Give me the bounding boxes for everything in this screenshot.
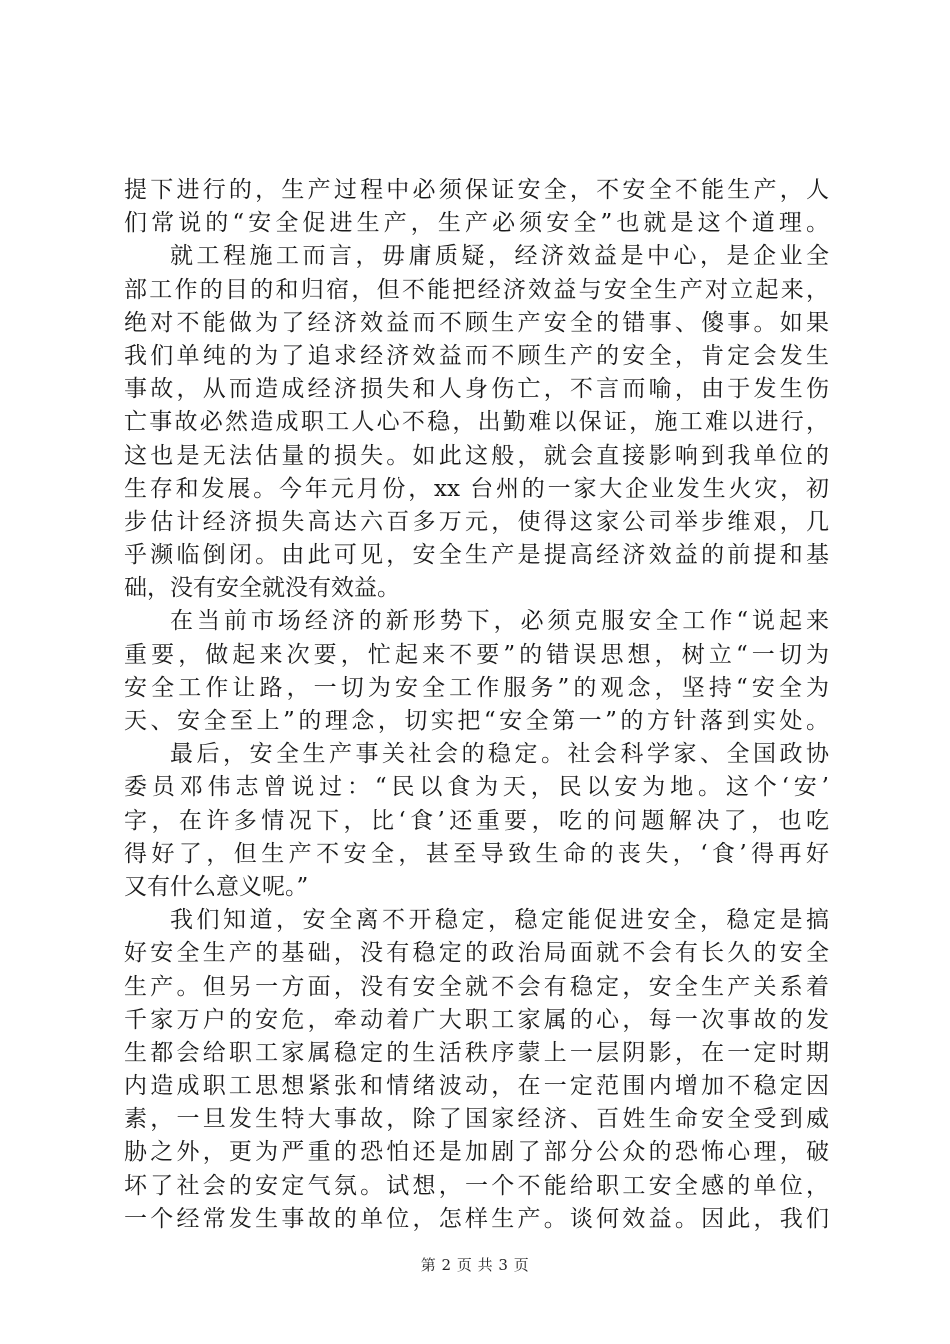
text-line: 又有什么意义呢。” (124, 873, 309, 900)
text-line: 最后，安全生产事关社会的稳定。社会科学家、全国政协 (170, 741, 829, 768)
text-line: 重要，做起来次要，忙起来不要”的错误思想，树立“一切为 (124, 641, 829, 668)
text-line: 础，没有安全就没有效益。 (124, 575, 400, 602)
text-line: 天、安全至上”的理念，切实把“安全第一”的方针落到实处。 (124, 708, 829, 734)
text-line: 好安全生产的基础，没有稳定的政治局面就不会有长久的安全 (124, 940, 829, 967)
text-line: 这也是无法估量的损失。如此这般，就会直接影响到我单位的 (124, 442, 829, 469)
text-line: 字，在许多情况下，比‘食’还重要，吃的问题解决了，也吃 (124, 807, 829, 834)
text-line: 胁之外，更为严重的恐怕还是加剧了部分公众的恐怖心理，破 (124, 1139, 829, 1166)
text-line: 千家万户的安危，牵动着广大职工家属的心，每一次事故的发 (124, 1006, 829, 1033)
text-line: 安全工作让路，一切为安全工作服务”的观念，坚持“安全为 (124, 674, 829, 701)
text-line: 坏了社会的安定气氛。试想，一个不能给职工安全感的单位， (124, 1172, 829, 1199)
page-footer: 第 2 页 共 3 页 (420, 1256, 530, 1274)
text-line: 我们单纯的为了追求经济效益而不顾生产的安全，肯定会发生 (124, 342, 829, 369)
text-line: 就工程施工而言，毋庸质疑，经济效益是中心，是企业全 (170, 243, 829, 270)
text-line: 乎濒临倒闭。由此可见，安全生产是提高经济效益的前提和基 (124, 542, 829, 569)
text-line: 得好了，但生产不安全，甚至导致生命的丧失，‘食’得再好 (124, 840, 829, 867)
text-line: 生存和发展。今年元月份，xx 台州的一家大企业发生火灾，初 (124, 475, 829, 502)
text-line: 一个经常发生事故的单位，怎样生产。谈何效益。因此，我们 (124, 1205, 829, 1232)
text-line: 我们知道，安全离不开稳定，稳定能促进安全，稳定是搞 (170, 907, 829, 934)
text-line: 步估计经济损失高达六百多万元，使得这家公司举步维艰，几 (124, 508, 829, 535)
text-line: 生产。但另一方面，没有安全就不会有稳定，安全生产关系着 (124, 973, 829, 1000)
text-line: 委员邓伟志曾说过：“民以食为天，民以安为地。这个‘安’ (124, 774, 829, 801)
text-line: 部工作的目的和归宿，但不能把经济效益与安全生产对立起来， (124, 276, 829, 303)
text-line: 内造成职工思想紧张和情绪波动，在一定范围内增加不稳定因 (124, 1073, 829, 1100)
text-line: 事故，从而造成经济损失和人身伤亡，不言而喻，由于发生伤 (124, 376, 829, 403)
text-line: 生都会给职工家属稳定的生活秩序蒙上一层阴影，在一定时期 (124, 1039, 829, 1066)
text-line: 们常说的“安全促进生产，生产必须安全”也就是这个道理。 (124, 210, 829, 237)
text-line: 在当前市场经济的新形势下，必须克服安全工作“说起来 (170, 608, 829, 635)
text-line: 绝对不能做为了经济效益而不顾生产安全的错事、傻事。如果 (124, 309, 829, 336)
text-line: 素，一旦发生特大事故，除了国家经济、百姓生命安全受到威 (124, 1106, 829, 1133)
text-line: 亡事故必然造成职工人心不稳，出勤难以保证，施工难以进行， (124, 409, 829, 436)
text-line: 提下进行的，生产过程中必须保证安全，不安全不能生产，人 (124, 177, 829, 203)
body-text (124, 174, 829, 1236)
